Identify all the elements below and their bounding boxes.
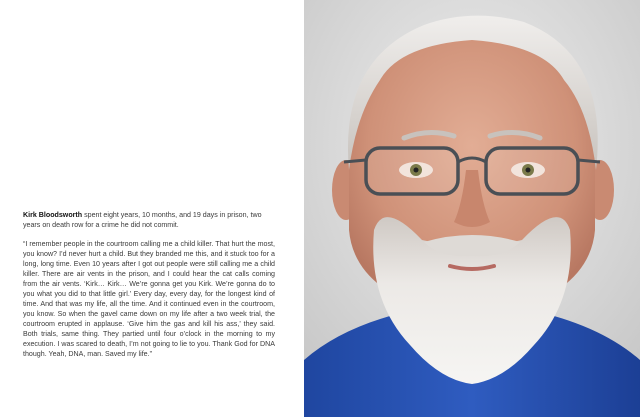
right-eye xyxy=(511,162,545,178)
left-eye xyxy=(399,162,433,178)
intro-paragraph xyxy=(23,210,275,230)
intro-text: spent eight years, 10 months, and 19 days in prison, two years on death row for a crime he did not commit. xyxy=(23,211,262,229)
portrait-illustration xyxy=(304,0,640,417)
caption-block xyxy=(23,210,275,359)
portrait-photo xyxy=(304,0,640,417)
testimony-quote: “I remember people in the courtroom calling me a child killer. That hurt the most, you know? I’d never hurt a child. But they branded me this, and it stuck too for a long, long time. Even 10 years after I got out people were still calling me a child killer. There are air vents in the prison, and I could hear the cat calls coming from the air vents. ‘Kirk… Kirk… We’re gonna get you Kirk. We’re gonna do to you what you did to that little girl.’ Every day, every day, for the longest kind of time. And that was my life, all the time. And it continued even in the courtroom, you know. So when the gavel came down on my life after a two week trial, the courtroom erupted in applause. ‘Give him the gas and kill his ass,’ they said. Both trials, same thing. They partied until four o’clock in the morning to my execution. I was scared to death, I’m not going to lie to you. Thank God for DNA though. Yeah, DNA, man. Saved my life.” xyxy=(23,240,275,358)
subject-name: Kirk Bloodsworth xyxy=(23,211,83,219)
text-page xyxy=(0,0,304,417)
